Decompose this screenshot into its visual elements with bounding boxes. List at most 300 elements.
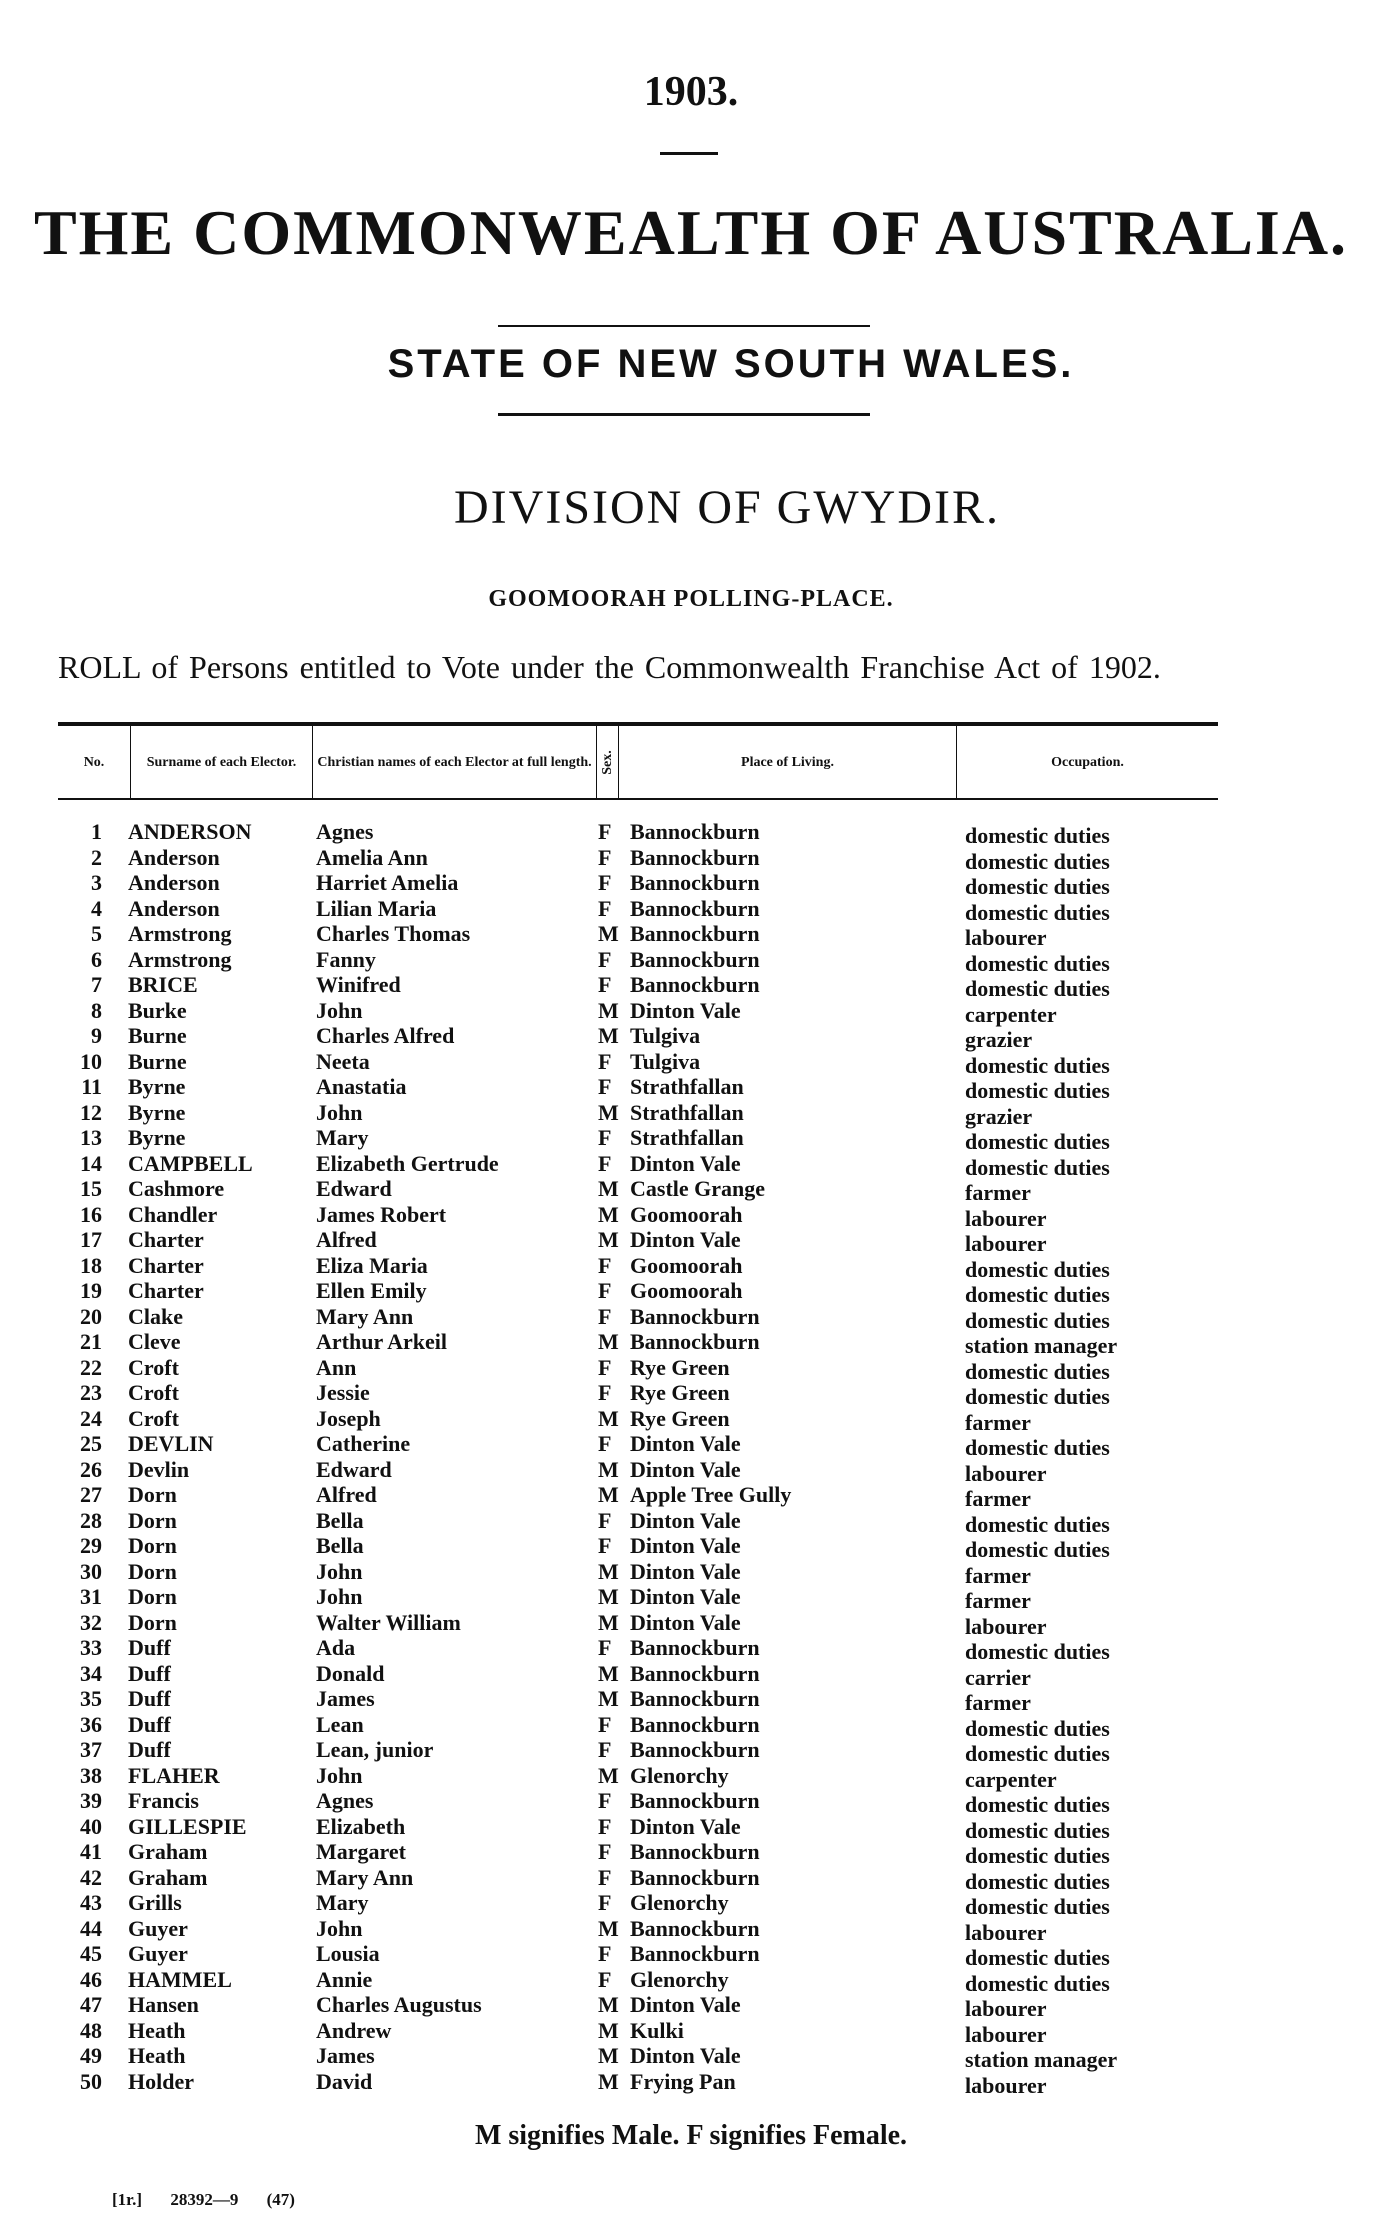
elector-no: 5: [91, 921, 102, 946]
elector-occupation: labourer: [965, 1231, 1047, 1256]
elector-christian-names: Mary: [316, 1890, 369, 1915]
elector-christian-names: Elizabeth: [316, 1813, 406, 1839]
elector-place: Bannockburn: [630, 895, 760, 921]
elector-no: 23: [80, 1380, 102, 1405]
elector-sex: F: [598, 972, 612, 997]
elector-sex: M: [598, 1762, 619, 1788]
elector-christian-names: Charles Augustus: [316, 1992, 482, 2017]
elector-christian-names: John: [316, 1584, 363, 1609]
elector-surname: Duff: [128, 1737, 171, 1762]
elector-no: 37: [80, 1737, 102, 1762]
elector-surname: Graham: [128, 1864, 208, 1890]
elector-surname: ANDERSON: [128, 819, 252, 844]
elector-occupation: farmer: [965, 1690, 1031, 1715]
elector-surname: Charter: [128, 1227, 204, 1252]
table-row: [0, 1201, 1382, 1231]
elector-place: Glenorchy: [630, 1966, 729, 1992]
table-row: [0, 1482, 1382, 1511]
elector-surname: Francis: [128, 1788, 199, 1813]
table-row: [0, 1813, 1382, 1843]
elector-occupation: domestic duties: [965, 1817, 1110, 1843]
elector-sex: F: [598, 1507, 612, 1533]
column-header-christian-names: Christian names of each Elector at full length.: [312, 726, 596, 798]
elector-no: 43: [80, 1890, 102, 1915]
table-row: [0, 1711, 1382, 1741]
elector-occupation: domestic duties: [965, 823, 1110, 848]
elector-christian-names: Andrew: [316, 2017, 392, 2043]
elector-place: Bannockburn: [630, 870, 760, 895]
elector-christian-names: Ann: [316, 1354, 357, 1380]
elector-surname: Croft: [128, 1354, 179, 1380]
table-row: [0, 1405, 1382, 1435]
elector-surname: DEVLIN: [128, 1431, 214, 1456]
elector-no: 48: [80, 2017, 102, 2043]
elector-no: 28: [80, 1507, 102, 1533]
elector-occupation: domestic duties: [965, 1052, 1110, 1078]
elector-sex: F: [598, 1074, 612, 1099]
elector-sex: M: [598, 1329, 619, 1354]
elector-occupation: domestic duties: [965, 1894, 1110, 1919]
elector-sex: F: [598, 1278, 612, 1303]
elector-place: Dinton Vale: [630, 1431, 741, 1456]
elector-no: 20: [80, 1303, 102, 1329]
elector-no: 15: [80, 1176, 102, 1201]
elector-surname: Duff: [128, 1635, 171, 1660]
elector-christian-names: Annie: [316, 1966, 373, 1992]
elector-place: Apple Tree Gully: [630, 1482, 792, 1507]
elector-place: Dinton Vale: [630, 1533, 741, 1558]
elector-christian-names: John: [316, 1762, 363, 1788]
elector-christian-names: Joseph: [316, 1405, 381, 1431]
elector-place: Strathfallan: [630, 1099, 744, 1125]
elector-place: Dinton Vale: [630, 1456, 741, 1482]
elector-sex: F: [598, 1303, 612, 1329]
elector-sex: F: [598, 1890, 612, 1915]
elector-place: Rye Green: [630, 1354, 730, 1380]
elector-sex: M: [598, 1201, 619, 1227]
elector-christian-names: Arthur Arkeil: [316, 1329, 447, 1354]
elector-no: 26: [80, 1456, 102, 1482]
elector-christian-names: Charles Alfred: [316, 1023, 455, 1048]
elector-place: Dinton Vale: [630, 2043, 741, 2068]
elector-surname: Duff: [128, 1686, 171, 1711]
elector-no: 3: [91, 870, 102, 895]
elector-surname: Cashmore: [128, 1176, 225, 1201]
elector-sex: F: [598, 1431, 612, 1456]
elector-christian-names: Lousia: [316, 1941, 380, 1966]
elector-christian-names: John: [316, 1558, 363, 1584]
elector-occupation: domestic duties: [965, 1715, 1110, 1741]
table-row: [0, 1609, 1382, 1639]
table-row: [0, 1915, 1382, 1945]
elector-place: Dinton Vale: [630, 1609, 741, 1635]
elector-place: Bannockburn: [630, 1660, 760, 1686]
elector-no: 12: [80, 1099, 102, 1125]
elector-sex: F: [598, 844, 612, 870]
elector-surname: Dorn: [128, 1507, 177, 1533]
elector-occupation: domestic duties: [965, 1741, 1110, 1766]
elector-christian-names: Harriet Amelia: [316, 870, 459, 895]
elector-no: 22: [80, 1354, 102, 1380]
table-row: [0, 1890, 1382, 1919]
elector-sex: M: [598, 1176, 619, 1201]
elector-no: 50: [80, 2068, 102, 2094]
elector-sex: M: [598, 1099, 619, 1125]
table-row: [0, 946, 1382, 976]
imprint-sheet: (47): [266, 2190, 295, 2209]
elector-sex: F: [598, 895, 612, 921]
elector-no: 13: [80, 1125, 102, 1150]
table-row: [0, 1023, 1382, 1052]
elector-christian-names: Charles Thomas: [316, 921, 471, 946]
table-row: [0, 1150, 1382, 1180]
elector-occupation: station manager: [965, 1333, 1118, 1358]
elector-christian-names: John: [316, 1915, 363, 1941]
elector-christian-names: James: [316, 2043, 375, 2068]
column-header-place: Place of Living.: [618, 726, 956, 798]
elector-occupation: domestic duties: [965, 1945, 1110, 1970]
elector-occupation: domestic duties: [965, 950, 1110, 976]
elector-place: Tulgiva: [630, 1048, 701, 1074]
elector-sex: M: [598, 1915, 619, 1941]
elector-place: Bannockburn: [630, 844, 760, 870]
elector-no: 33: [80, 1635, 102, 1660]
divider-rule: [660, 152, 718, 155]
elector-christian-names: Mary: [316, 1125, 369, 1150]
elector-occupation: domestic duties: [965, 1792, 1110, 1817]
elector-sex: M: [598, 1456, 619, 1482]
elector-surname: Heath: [128, 2043, 186, 2068]
sex-legend-footnote: M signifies Male. F signifies Female.: [474, 2120, 908, 2151]
table-row: [0, 1864, 1382, 1894]
elector-place: Dinton Vale: [630, 1992, 741, 2017]
table-row: [0, 1431, 1382, 1460]
year-heading: 1903.: [643, 69, 739, 115]
column-header-sex: Sex.: [596, 726, 618, 798]
elector-sex: M: [598, 1992, 619, 2017]
elector-sex: F: [598, 1788, 612, 1813]
column-header-surname: Surname of each Elector.: [130, 726, 312, 798]
divider-rule: [498, 325, 870, 327]
elector-surname: Byrne: [128, 1099, 186, 1125]
elector-sex: F: [598, 1048, 612, 1074]
elector-occupation: carpenter: [965, 1766, 1057, 1792]
elector-place: Bannockburn: [630, 1941, 760, 1966]
elector-christian-names: Margaret: [316, 1839, 406, 1864]
elector-sex: F: [598, 1150, 612, 1176]
elector-surname: Dorn: [128, 1482, 177, 1507]
elector-occupation: domestic duties: [965, 976, 1110, 1001]
elector-christian-names: Neeta: [316, 1048, 370, 1074]
table-row: [0, 819, 1382, 848]
elector-no: 11: [81, 1074, 102, 1099]
elector-place: Goomoorah: [630, 1278, 743, 1303]
elector-surname: Byrne: [128, 1074, 186, 1099]
table-row: [0, 1737, 1382, 1766]
elector-surname: FLAHER: [128, 1762, 220, 1788]
elector-occupation: domestic duties: [965, 874, 1110, 899]
elector-christian-names: James: [316, 1686, 375, 1711]
elector-occupation: farmer: [965, 1180, 1031, 1205]
elector-place: Bannockburn: [630, 972, 760, 997]
elector-no: 21: [80, 1329, 102, 1354]
table-row: [0, 1048, 1382, 1078]
elector-place: Dinton Vale: [630, 1558, 741, 1584]
elector-no: 46: [80, 1966, 102, 1992]
elector-christian-names: Walter William: [316, 1609, 461, 1635]
table-row: [0, 1074, 1382, 1103]
elector-place: Dinton Vale: [630, 1150, 741, 1176]
elector-sex: F: [598, 1737, 612, 1762]
elector-place: Dinton Vale: [630, 1813, 741, 1839]
elector-christian-names: Catherine: [316, 1431, 411, 1456]
elector-christian-names: Ellen Emily: [316, 1278, 427, 1303]
elector-surname: Duff: [128, 1660, 171, 1686]
elector-occupation: domestic duties: [965, 1129, 1110, 1154]
table-header: [58, 722, 1218, 800]
elector-surname: Burne: [128, 1048, 187, 1074]
table-row: [0, 1966, 1382, 1996]
elector-no: 40: [80, 1813, 102, 1839]
elector-surname: Guyer: [128, 1941, 188, 1966]
elector-no: 27: [80, 1482, 102, 1507]
elector-christian-names: Agnes: [316, 1788, 374, 1813]
elector-no: 36: [80, 1711, 102, 1737]
elector-christian-names: Alfred: [316, 1227, 377, 1252]
elector-surname: Graham: [128, 1839, 208, 1864]
elector-occupation: carrier: [965, 1664, 1031, 1690]
elector-surname: Guyer: [128, 1915, 188, 1941]
elector-place: Dinton Vale: [630, 1584, 741, 1609]
elector-no: 25: [80, 1431, 102, 1456]
elector-surname: GILLESPIE: [128, 1813, 247, 1839]
elector-place: Glenorchy: [630, 1762, 729, 1788]
elector-occupation: farmer: [965, 1588, 1031, 1613]
elector-no: 2: [91, 844, 102, 870]
elector-occupation: labourer: [965, 1460, 1047, 1486]
elector-surname: Croft: [128, 1380, 179, 1405]
elector-no: 45: [80, 1941, 102, 1966]
printer-imprint: [112, 2190, 295, 2210]
elector-no: 17: [80, 1227, 102, 1252]
elector-surname: Anderson: [128, 844, 220, 870]
imprint-number: 28392—9: [170, 2190, 239, 2209]
elector-sex: M: [598, 921, 619, 946]
elector-place: Bannockburn: [630, 1711, 760, 1737]
table-row: [0, 1533, 1382, 1562]
elector-sex: M: [598, 2068, 619, 2094]
elector-sex: F: [598, 1354, 612, 1380]
elector-occupation: domestic duties: [965, 1435, 1110, 1460]
elector-occupation: domestic duties: [965, 1511, 1110, 1537]
elector-sex: F: [598, 1252, 612, 1278]
elector-christian-names: James Robert: [316, 1201, 447, 1227]
elector-no: 49: [80, 2043, 102, 2068]
elector-occupation: domestic duties: [965, 1843, 1110, 1868]
elector-occupation: carpenter: [965, 1001, 1057, 1027]
table-row: [0, 1099, 1382, 1129]
elector-christian-names: Agnes: [316, 819, 374, 844]
elector-christian-names: Anastatia: [316, 1074, 407, 1099]
elector-christian-names: Fanny: [316, 946, 376, 972]
elector-place: Kulki: [630, 2017, 684, 2043]
elector-sex: M: [598, 1405, 619, 1431]
elector-place: Bannockburn: [630, 1864, 760, 1890]
elector-christian-names: Jessie: [316, 1380, 370, 1405]
elector-no: 18: [80, 1252, 102, 1278]
elector-occupation: grazier: [965, 1027, 1033, 1052]
elector-no: 38: [80, 1762, 102, 1788]
elector-occupation: grazier: [965, 1103, 1033, 1129]
elector-list: [0, 819, 1382, 2098]
elector-surname: Burne: [128, 1023, 187, 1048]
elector-surname: Dorn: [128, 1558, 177, 1584]
table-row: [0, 1839, 1382, 1868]
elector-christian-names: Edward: [316, 1456, 392, 1482]
divider-rule: [498, 413, 870, 416]
table-row: [0, 1992, 1382, 2021]
elector-surname: CAMPBELL: [128, 1150, 253, 1176]
table-row: [0, 1354, 1382, 1384]
elector-christian-names: Amelia Ann: [316, 844, 428, 870]
elector-place: Goomoorah: [630, 1201, 743, 1227]
elector-sex: F: [598, 1711, 612, 1737]
table-row: [0, 1227, 1382, 1256]
elector-no: 8: [91, 997, 102, 1023]
elector-sex: F: [598, 870, 612, 895]
elector-christian-names: Lean, junior: [316, 1737, 434, 1762]
elector-no: 7: [91, 972, 102, 997]
elector-sex: M: [598, 1660, 619, 1686]
elector-occupation: domestic duties: [965, 1154, 1110, 1180]
elector-place: Bannockburn: [630, 1788, 760, 1813]
elector-occupation: domestic duties: [965, 1639, 1110, 1664]
elector-christian-names: Lilian Maria: [316, 895, 437, 921]
elector-surname: Armstrong: [128, 946, 232, 972]
table-row: [0, 2043, 1382, 2072]
elector-sex: M: [598, 2017, 619, 2043]
elector-sex: M: [598, 1584, 619, 1609]
elector-surname: Charter: [128, 1278, 204, 1303]
elector-sex: M: [598, 1023, 619, 1048]
elector-surname: Dorn: [128, 1533, 177, 1558]
elector-surname: Dorn: [128, 1584, 177, 1609]
elector-christian-names: David: [316, 2068, 373, 2094]
elector-place: Strathfallan: [630, 1074, 744, 1099]
table-row: [0, 1558, 1382, 1588]
elector-no: 47: [80, 1992, 102, 2017]
elector-no: 31: [80, 1584, 102, 1609]
elector-sex: F: [598, 1813, 612, 1839]
table-row: [0, 2017, 1382, 2047]
elector-occupation: domestic duties: [965, 1358, 1110, 1384]
table-row: [0, 1660, 1382, 1690]
elector-place: Bannockburn: [630, 1329, 760, 1354]
elector-occupation: labourer: [965, 1613, 1047, 1639]
table-row: [0, 972, 1382, 1001]
table-row: [0, 1125, 1382, 1154]
elector-surname: Cleve: [128, 1329, 181, 1354]
elector-place: Bannockburn: [630, 921, 760, 946]
elector-no: 42: [80, 1864, 102, 1890]
elector-sex: M: [598, 997, 619, 1023]
elector-no: 10: [80, 1048, 102, 1074]
elector-occupation: farmer: [965, 1562, 1031, 1588]
elector-christian-names: Alfred: [316, 1482, 377, 1507]
elector-surname: Armstrong: [128, 921, 232, 946]
elector-surname: HAMMEL: [128, 1966, 232, 1992]
elector-occupation: labourer: [965, 925, 1047, 950]
elector-christian-names: Mary Ann: [316, 1303, 414, 1329]
elector-no: 1: [91, 819, 102, 844]
roll-heading: ROLL of Persons entitled to Vote under the Commonwealth Franchise Act of 1902.: [58, 649, 1161, 685]
elector-no: 6: [91, 946, 102, 972]
elector-place: Frying Pan: [630, 2068, 736, 2094]
elector-christian-names: John: [316, 1099, 363, 1125]
table-row: [0, 1252, 1382, 1282]
elector-sex: M: [598, 2043, 619, 2068]
elector-occupation: farmer: [965, 1409, 1031, 1435]
table-row: [0, 1456, 1382, 1486]
elector-occupation: labourer: [965, 1205, 1047, 1231]
elector-surname: Duff: [128, 1711, 171, 1737]
elector-occupation: domestic duties: [965, 1078, 1110, 1103]
elector-occupation: domestic duties: [965, 1307, 1110, 1333]
elector-christian-names: Bella: [316, 1533, 364, 1558]
elector-sex: F: [598, 1533, 612, 1558]
elector-no: 24: [80, 1405, 102, 1431]
elector-sex: F: [598, 1839, 612, 1864]
elector-no: 9: [91, 1023, 102, 1048]
elector-place: Bannockburn: [630, 1635, 760, 1660]
table-row: [0, 1762, 1382, 1792]
document-title: THE COMMONWEALTH OF AUSTRALIA.: [33, 197, 1349, 268]
elector-occupation: domestic duties: [965, 1970, 1110, 1996]
table-row: [0, 1941, 1382, 1970]
elector-christian-names: John: [316, 997, 363, 1023]
elector-place: Rye Green: [630, 1380, 730, 1405]
elector-no: 14: [80, 1150, 102, 1176]
elector-sex: F: [598, 1380, 612, 1405]
elector-christian-names: Ada: [316, 1635, 356, 1660]
elector-occupation: labourer: [965, 1919, 1047, 1945]
table-row: [0, 1303, 1382, 1333]
elector-christian-names: Eliza Maria: [316, 1252, 428, 1278]
table-row: [0, 895, 1382, 925]
elector-occupation: labourer: [965, 1996, 1047, 2021]
elector-place: Rye Green: [630, 1405, 730, 1431]
elector-place: Bannockburn: [630, 1737, 760, 1762]
elector-surname: Chandler: [128, 1201, 218, 1227]
elector-sex: F: [598, 819, 612, 844]
elector-occupation: farmer: [965, 1486, 1031, 1511]
division-heading: DIVISION OF GWYDIR.: [454, 481, 1000, 534]
elector-sex: F: [598, 1941, 612, 1966]
elector-place: Dinton Vale: [630, 1507, 741, 1533]
elector-sex: F: [598, 946, 612, 972]
elector-place: Bannockburn: [630, 1686, 760, 1711]
elector-occupation: station manager: [965, 2047, 1118, 2072]
table-row: [0, 870, 1382, 899]
elector-no: 19: [80, 1278, 102, 1303]
elector-sex: M: [598, 1482, 619, 1507]
elector-christian-names: Donald: [316, 1660, 385, 1686]
elector-occupation: domestic duties: [965, 1868, 1110, 1894]
table-row: [0, 1380, 1382, 1409]
elector-place: Bannockburn: [630, 819, 760, 844]
elector-occupation: domestic duties: [965, 899, 1110, 925]
elector-surname: Byrne: [128, 1125, 186, 1150]
